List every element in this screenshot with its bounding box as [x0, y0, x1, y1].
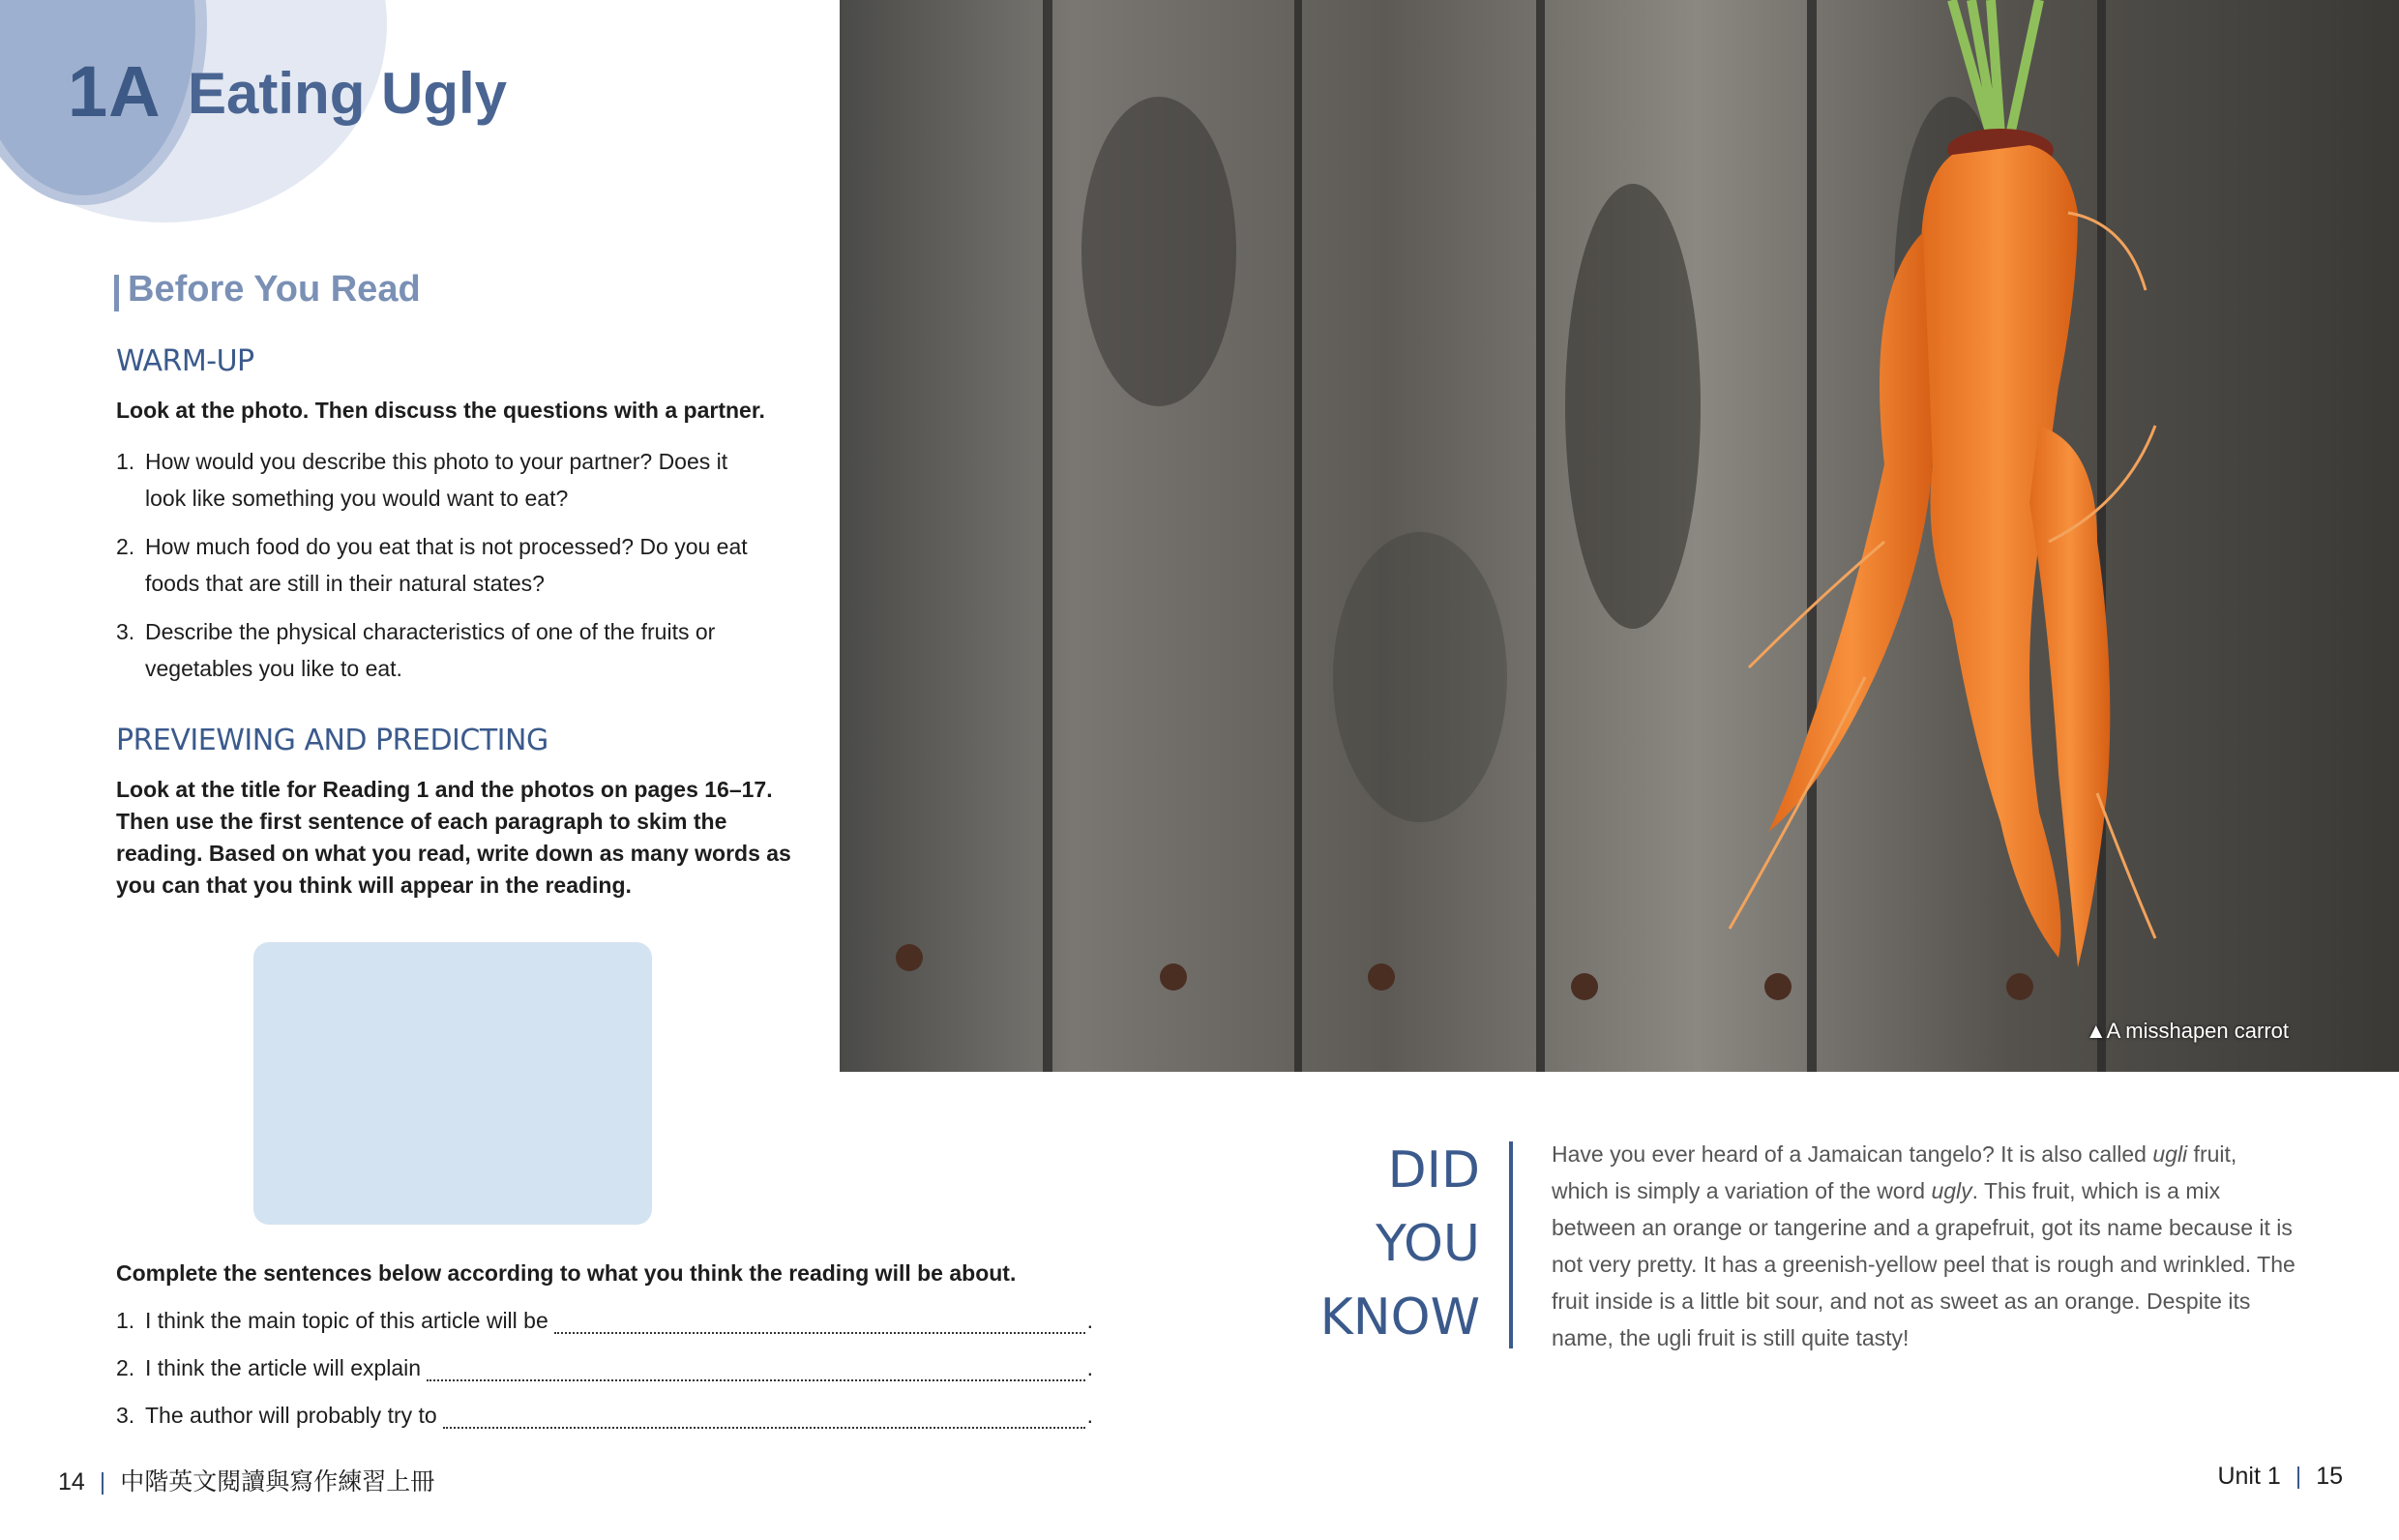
sentence-item — [116, 1334, 1093, 1381]
section-title-bar — [114, 275, 119, 311]
dyk-text-part: fruit, which is simply a variation of the word — [1552, 1141, 2237, 1203]
footer-left — [58, 1463, 434, 1497]
sentence-lead: I think the main topic of this article will be — [145, 1308, 548, 1333]
question-text: Describe the physical characteristics of one of the fruits or vegetables you like to eat. — [145, 619, 716, 681]
question-number: 3. — [116, 619, 135, 644]
warmup-instruction: Look at the photo. Then discuss the questions with a partner. — [116, 398, 765, 423]
question-text: How would you describe this photo to your partner? Does it look like something you would want to eat? — [145, 449, 728, 511]
did-you-know-line3: KNOW — [1319, 1288, 1480, 1347]
did-you-know-line2: YOU — [1376, 1215, 1480, 1273]
answer-line[interactable] — [554, 1311, 1085, 1334]
complete-sentence-list — [116, 1287, 1093, 1429]
footer-separator: | — [99, 1468, 106, 1496]
warmup-question-list — [116, 443, 774, 698]
carrot-photo — [840, 0, 2399, 1072]
sentence-number: 2. — [116, 1355, 135, 1380]
question-text: How much food do you eat that is not processed? Do you eat foods that are still in their natural states? — [145, 534, 748, 596]
page-number-left: 14 — [58, 1468, 85, 1496]
did-you-know-text — [1552, 1136, 2296, 1356]
photo-caption: ▲A misshapen carrot — [2085, 1019, 2289, 1043]
complete-instruction: Complete the sentences below according to what you think the reading will be about. — [116, 1260, 1017, 1286]
sentence-end-mark: . — [1086, 1355, 1093, 1380]
warmup-question — [116, 613, 774, 687]
footer-right — [2217, 1463, 2343, 1491]
sentence-lead: The author will probably try to — [145, 1403, 437, 1428]
previewing-instruction: Look at the title for Reading 1 and the photos on pages 16–17. Then use the first sentence of each paragraph to skim the reading. Based on what you read, write down as many words as you can that you think will appear in the reading. — [116, 777, 791, 898]
question-number: 1. — [116, 449, 135, 474]
sentence-item — [116, 1287, 1093, 1334]
sentence-end-mark: . — [1086, 1308, 1093, 1333]
sentence-item — [116, 1381, 1093, 1429]
warmup-question — [116, 528, 774, 602]
question-number: 2. — [116, 534, 135, 559]
sentence-number: 1. — [116, 1308, 135, 1333]
dyk-text-italic: ugly — [1931, 1178, 1972, 1203]
answer-line[interactable] — [427, 1358, 1085, 1381]
warmup-heading: WARM-UP — [116, 344, 254, 378]
did-you-know-line1: DID — [1387, 1141, 1480, 1199]
answer-line[interactable] — [443, 1406, 1085, 1429]
dyk-text-italic: ugli — [2152, 1141, 2188, 1167]
did-you-know-heading — [1296, 1134, 1480, 1354]
sentence-lead: I think the article will explain — [145, 1355, 422, 1380]
unit-number: 1A — [68, 51, 162, 132]
sentence-number: 3. — [116, 1403, 135, 1428]
footer-separator: | — [2295, 1463, 2302, 1490]
book-title: 中階英文閱讀與寫作練習上冊 — [120, 1467, 435, 1496]
sentence-end-mark: . — [1086, 1403, 1093, 1428]
warmup-question — [116, 443, 774, 517]
section-title: Before You Read — [128, 269, 421, 310]
carrot-photo-illustration — [840, 0, 2399, 1072]
page-number-right: 15 — [2316, 1463, 2343, 1490]
unit-title: Eating Ugly — [188, 61, 508, 126]
word-answer-box[interactable] — [253, 942, 652, 1225]
dyk-text-part: . This fruit, which is a mix between an orange or tangerine and a grapefruit, got its name because it is not very pretty. It has a greenish-yellow peel that is rough and wrinkled. The fruit inside is a little bit sour, and not as sweet as an orange. Despite its name, the ugli fruit is still quite tasty! — [1552, 1178, 2295, 1350]
did-you-know-divider — [1509, 1141, 1513, 1348]
previewing-heading: PREVIEWING AND PREDICTING — [116, 724, 548, 757]
dyk-text-part: Have you ever heard of a Jamaican tangelo? It is also called — [1552, 1141, 2153, 1167]
unit-label: Unit 1 — [2217, 1463, 2281, 1490]
